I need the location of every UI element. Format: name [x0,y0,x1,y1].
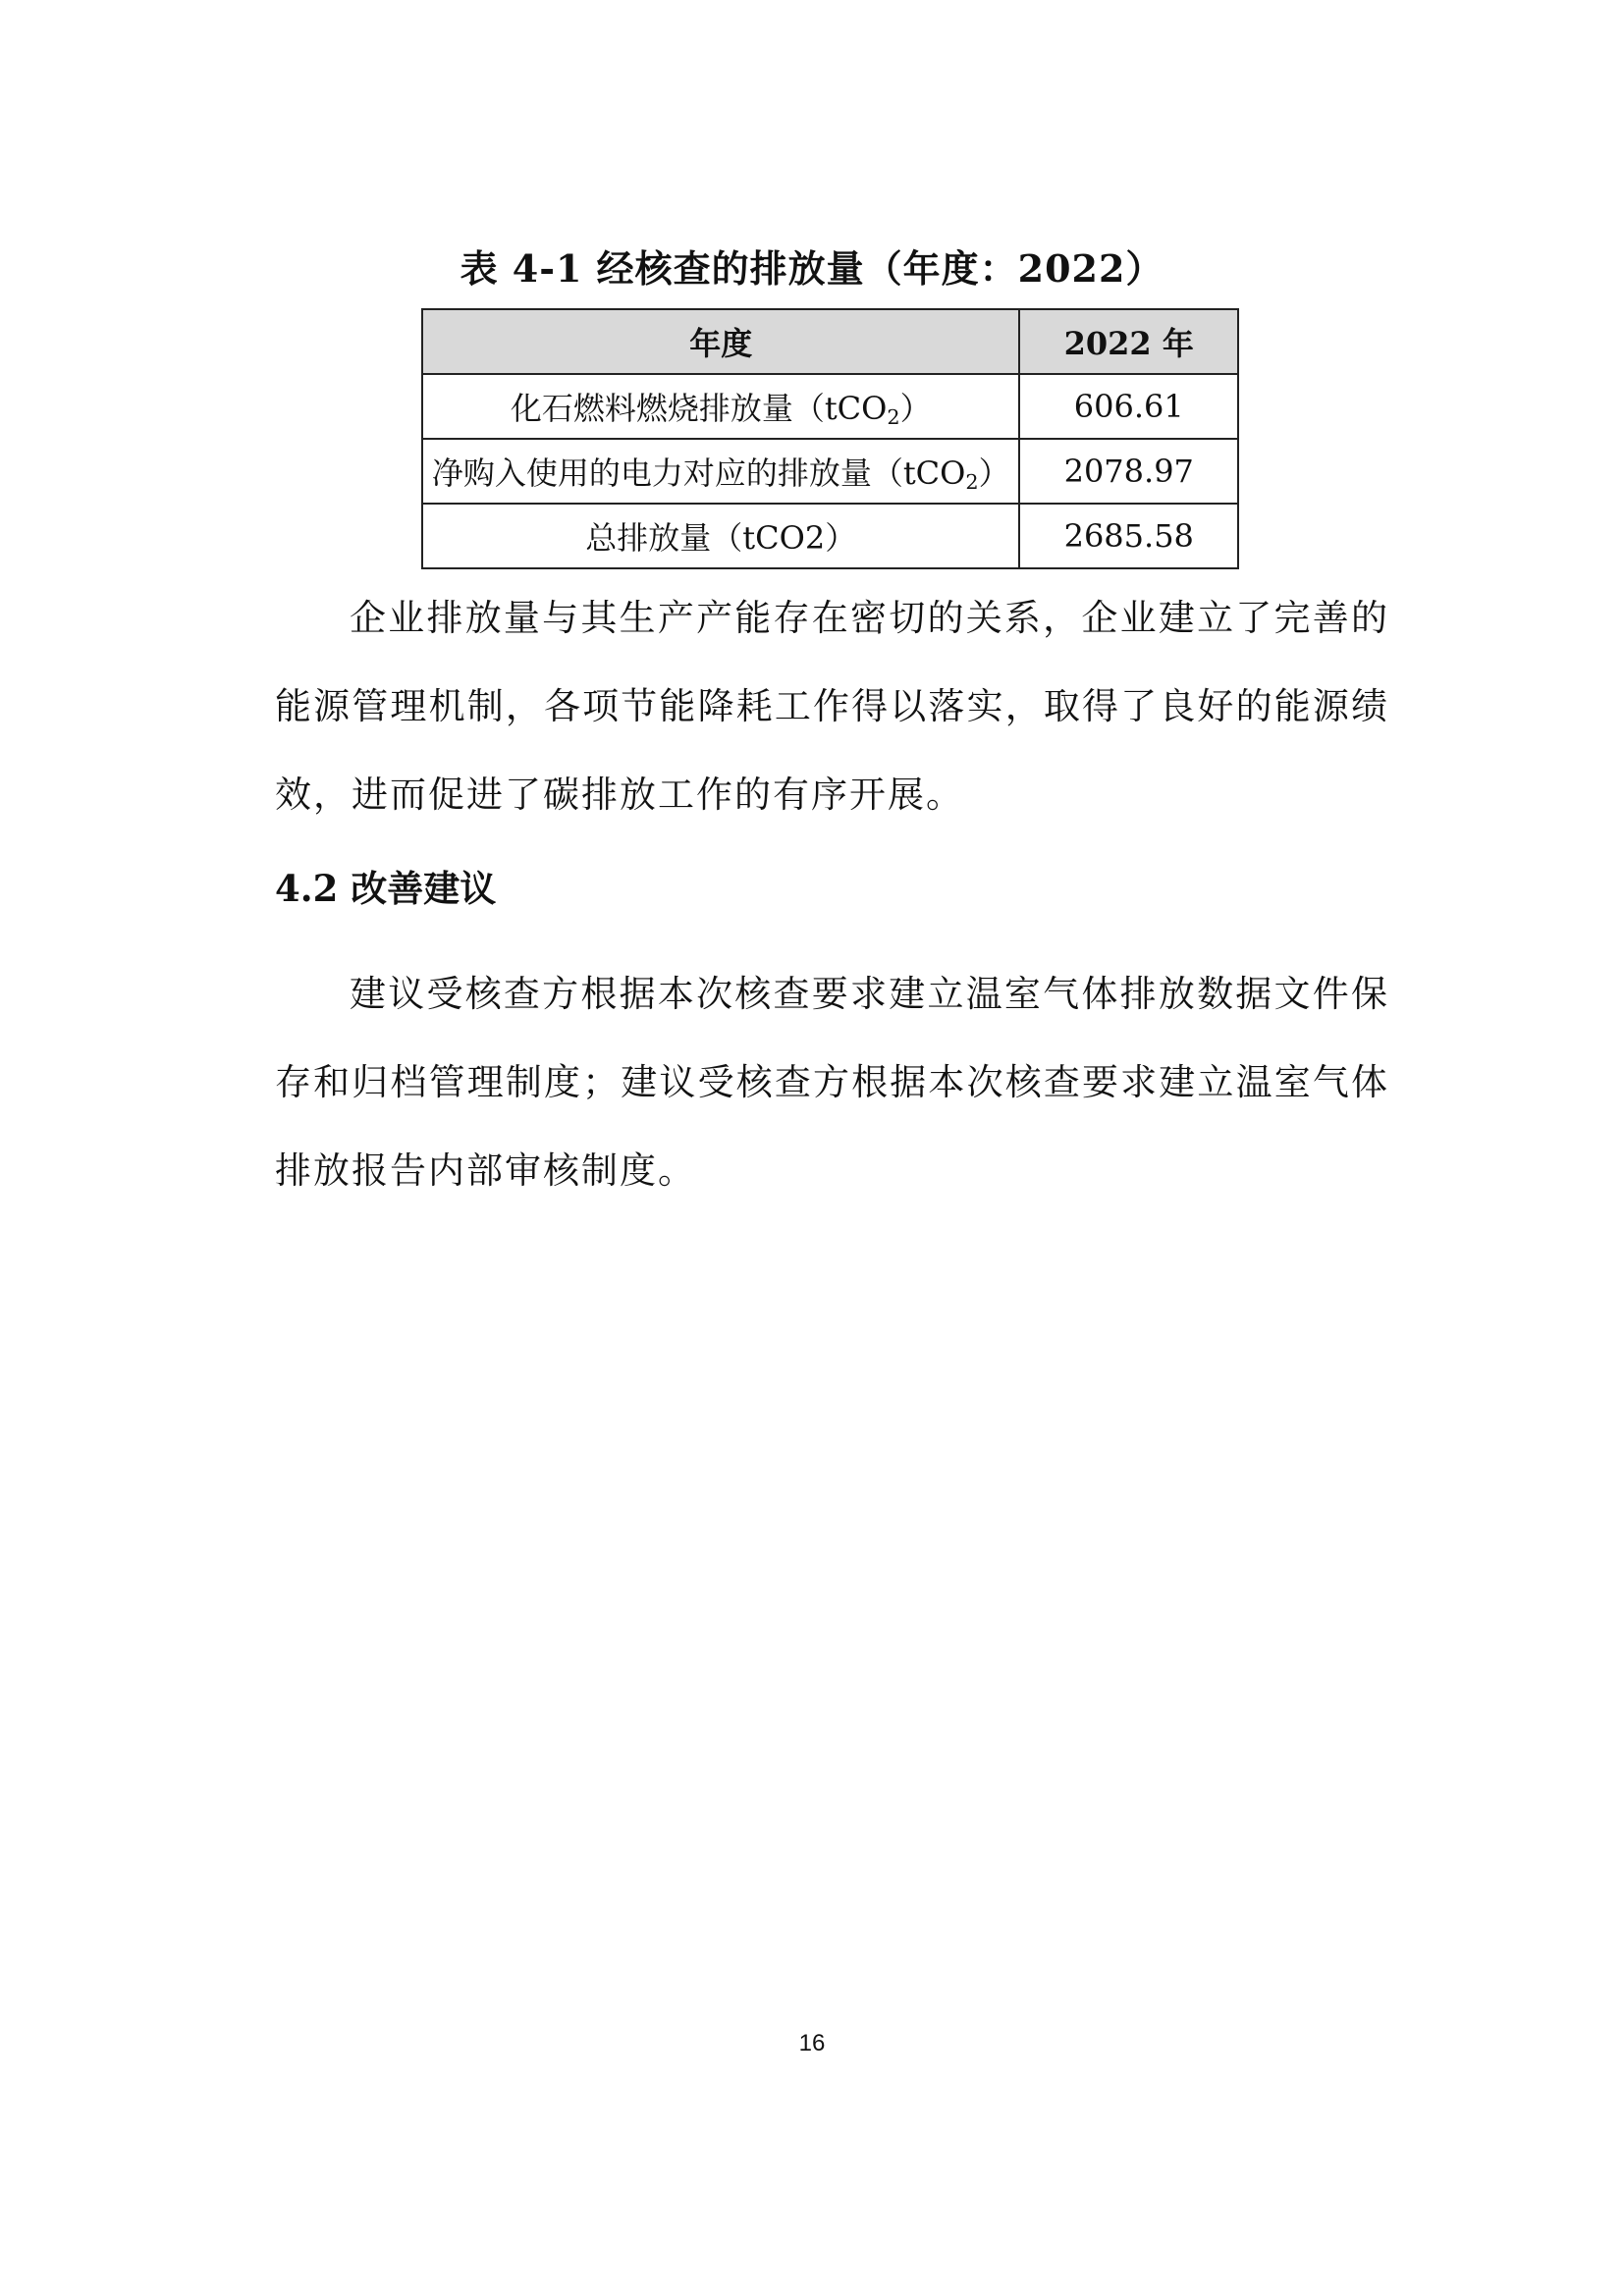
section-heading: 4.2 改善建议 [275,867,497,910]
table-row [422,504,1238,568]
row-value-fossil-fuel: 606.61 [1019,374,1238,439]
paragraph-recommendations: 建议受核查方根据本次核查要求建立温室气体排放数据文件保存和归档管理制度；建议受核查方根据本次核查要求建立温室气体排放报告内部审核制度。 [275,973,1389,1192]
header-year-value: 2022 年 [1019,309,1238,374]
row-value-electricity: 2078.97 [1019,439,1238,504]
row-label-electricity: 净购入使用的电力对应的排放量（tCO$_2$） [422,439,1019,504]
row-label-fossil-fuel: 化石燃料燃烧排放量（tCO$_2$） [422,374,1019,439]
table-header-row [422,309,1238,374]
table-row [422,439,1238,504]
row-label-total: 总排放量（tCO2） [422,504,1019,568]
table-row [422,374,1238,439]
row-value-total: 2685.58 [1019,504,1238,568]
emissions-table [421,308,1239,569]
page-number: 16 [798,2030,826,2056]
table-caption: 表 4-1 经核查的排放量（年度：2022） [460,246,1164,291]
paragraph-energy-management: 企业排放量与其生产产能存在密切的关系，企业建立了完善的能源管理机制，各项节能降耗工作得以落实，取得了良好的能源绩效，进而促进了碳排放工作的有序开展。 [275,597,1389,816]
header-year-label: 年度 [422,309,1019,374]
